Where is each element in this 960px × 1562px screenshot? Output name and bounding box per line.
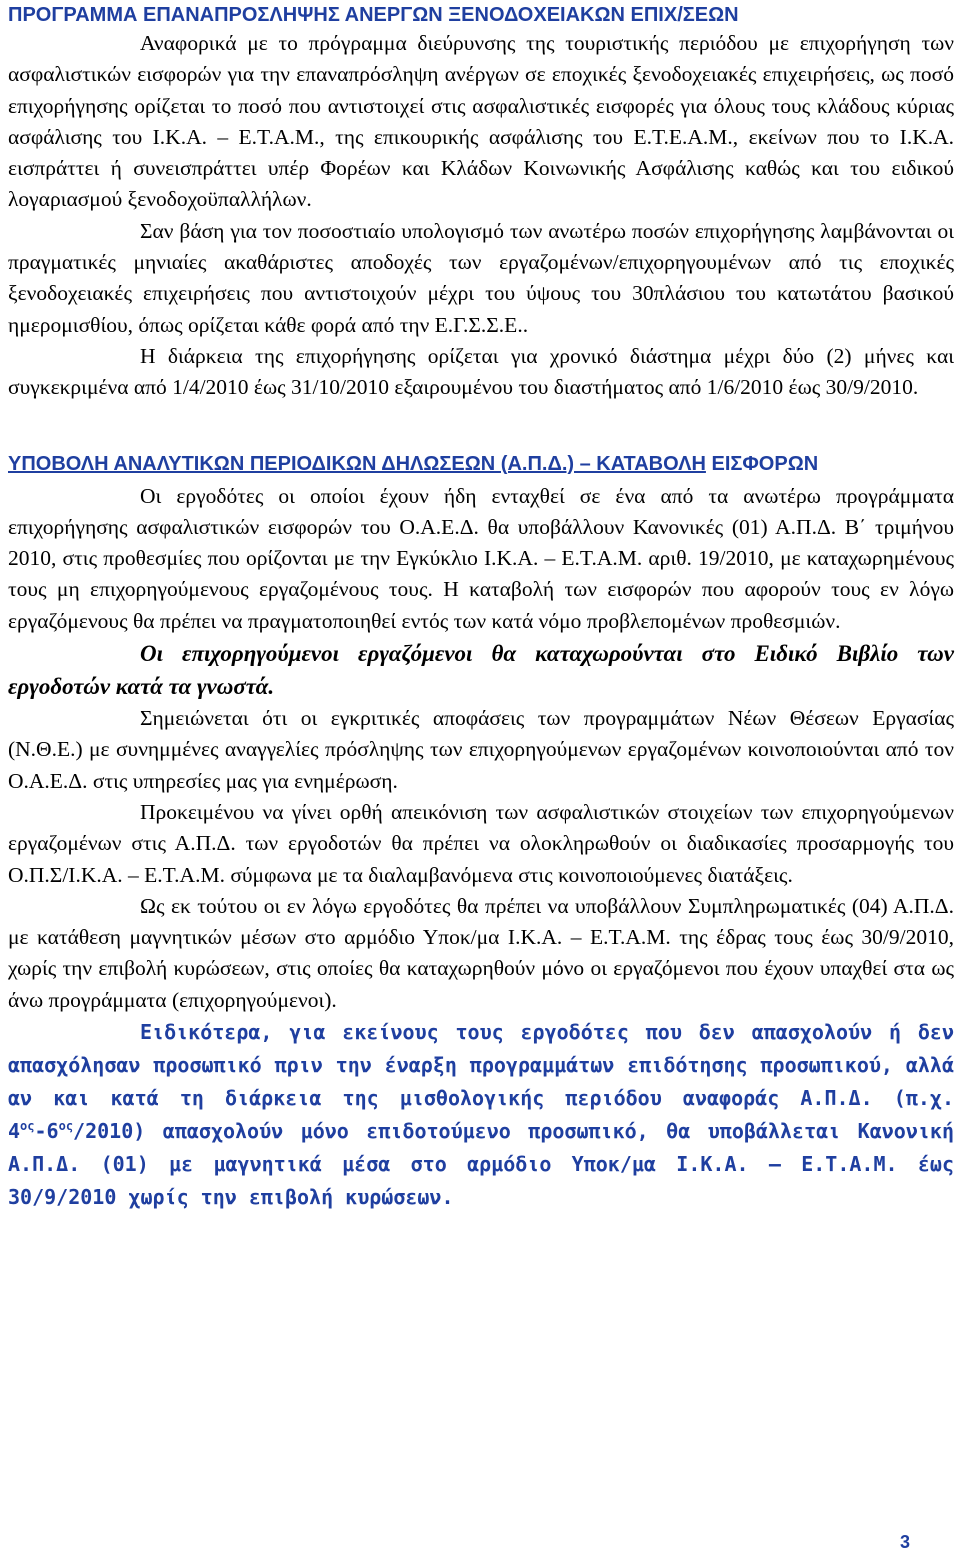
program-heading: ΠΡΟΓΡΑΜΜΑ ΕΠΑΝΑΠΡΟΣΛΗΨΗΣ ΑΝΕΡΓΩΝ ΞΕΝΟΔΟΧΕΙΑΚΩΝ ΕΠΙΧ/ΣΕΩΝ (8, 4, 739, 26)
bold-notice-sup1: ος (20, 1119, 35, 1134)
bold-notice-part2: -6 (34, 1119, 59, 1144)
paragraph-correct-representation: Προκειμένου να γίνει ορθή απεικόνιση των ασφαλιστικών στοιχείων των επιχορηγούμενων εργαζομένων στις Α.Π.Δ. των εργοδοτών θα πρέπει να ολοκληρωθούν οι διαδικασίες προσαρμογής του Ο.Π.Σ/Ι.Κ.Α. – Ε.Τ.Α.Μ. σύμφωνα με τα διαλαμβανόμενα στις κοινοποιούμενες διατάξεις. (8, 799, 954, 887)
page-number: 3 (899, 1532, 910, 1552)
paragraph-approval-decisions: Σημειώνεται ότι οι εγκριτικές αποφάσεις των προγραμμάτων Νέων Θέσεων Εργασίας (Ν.Θ.Ε.) με συνημμένες αναγγελίες πρόσληψης των επιχορηγούμενων εργαζομένων κοινοποιούνται από τον Ο.Α.Ε.Δ. στις υπηρεσίες μας για ενημέρωση. (8, 706, 954, 793)
paragraph-supplementary-submission: Ως εκ τούτου οι εν λόγω εργοδότες θα πρέπει να υποβάλλουν Συμπληρωματικές (04) Α.Π.Δ. με κατάθεση μαγνητικών μέσων στο αρμόδιο Υποκ/μα Ι.Κ.Α. – Ε.Τ.Α.Μ. της έδρας τους έως 30/9/2010, χωρίς την επιβολή κυρώσεων, στις οποίες θα καταχωρηθούν μόνο οι εργαζόμενοι που έχουν υπαχθεί στα ως άνω προγράμματα (επιχορηγούμενοι). (8, 893, 954, 1012)
section-heading-rest: ΕΙΣΦΟΡΩΝ (711, 452, 819, 475)
italic-notice: Οι επιχορηγούμενοι εργαζόμενοι θα καταχωρούνται στο Ειδικό Βιβλίο των εργοδοτών κατά τα γνωστά. (8, 641, 954, 700)
paragraph-subsidy-duration: Η διάρκεια της επιχορήγησης ορίζεται για χρονικό διάστημα μέχρι δύο (2) μήνες και συγκεκριμένα από 1/4/2010 έως 31/10/2010 εξαιρουμένου του διαστήματος από 1/6/2010 έως 30/9/2010. (8, 343, 954, 400)
document-page (8, 0, 954, 1214)
section-heading (8, 450, 954, 479)
bold-notice (8, 1016, 954, 1214)
bold-notice-part3: /2010) απασχολούν μόνο επιδοτούμενο προσωπικό, θα υποβάλλεται Κανονική Α.Π.Δ. (01) με μαγνητικά μέσα στο αρμόδιο Υποκ/μα Ι.Κ.Α. – Ε.Τ.Α.Μ. έως 30/9/2010 χωρίς την επιβολή κυρώσεων. (8, 1119, 954, 1210)
paragraph-subsidy-scope: Αναφορικά με το πρόγραμμα διεύρυνσης της τουριστικής περιόδου με επιχορήγηση των ασφαλιστικών εισφορών για την επαναπρόσληψη ανέργων σε εποχικές ξενοδοχειακές επιχειρήσεις, ως ποσό επιχορήγησης ορίζεται το ποσό που αντιστοιχεί στις ασφαλιστικές εισφορές για όλους τους κλάδους κύριας ασφάλισης του Ι.Κ.Α. – Ε.Τ.Α.Μ., της επικουρικής ασφάλισης του Ε.Τ.Ε.Α.Μ., εκείνων που το Ι.Κ.Α. εισπράττει ή συνεισπράττει υπέρ Φορέων και Κλάδων Κοινωνικής Ασφάλισης καθώς και του ειδικού λογαριασμού ξενοδοχοϋπαλλήλων. (8, 31, 954, 212)
bold-notice-part1: Ειδικότερα, για εκείνους τους εργοδότες που δεν απασχολούν ή δεν απασχόλησαν προσωπικό πριν την έναρξη προγραμμάτων επιδότησης προσωπικού, αλλά αν και κατά τη διάρκεια της μισθολογικής περιόδου αναφοράς Α.Π.Δ. (π.χ. 4 (8, 1020, 954, 1144)
paragraph-calculation-basis: Σαν βάση για τον ποσοστιαίο υπολογισμό των ανωτέρω ποσών επιχορήγησης λαμβάνονται οι πραγματικές μηνιαίες ακαθάριστες αποδοχές των εργαζομένων/επιχορηγουμένων από τις εποχικές ξενοδοχειακές επιχειρήσεις που αντιστοιχούν μέχρι του ύψους του 30πλάσιου του κατωτάτου βασικού ημερομισθίου, όπως ορίζεται κάθε φορά από την Ε.Γ.Σ.Σ.Ε.. (8, 218, 954, 337)
section-heading-underlined: ΥΠΟΒΟΛΗ ΑΝΑΛΥΤΙΚΩΝ ΠΕΡΙΟΔΙΚΩΝ ΔΗΛΩΣΕΩΝ (Α.Π.Δ.) – ΚΑΤΑΒΟΛΗ (8, 452, 706, 475)
bold-notice-sup2: ος (58, 1119, 74, 1134)
paragraph-employers-submission: Οι εργοδότες οι οποίοι έχουν ήδη ενταχθεί σε ένα από τα ανωτέρω προγράμματα επιχορήγησης ασφαλιστικών εισφορών του Ο.Α.Ε.Δ. θα υποβάλλουν Κανονικές (01) Α.Π.Δ. Β΄ τριμήνου 2010, στις προθεσμίες που ορίζονται με την Εγκύκλιο Ι.Κ.Α. – Ε.Τ.Α.Μ. αριθ. 19/2010, με καταχωρημένους τους μη επιχορηγούμενους εργαζομένους τους. Η καταβολή των εισφορών που αφορούν τους εν λόγω εργαζόμενους θα πρέπει να πραγματοποιηθεί εντός των κατά νόμο προβλεπομένων προθεσμιών. (8, 483, 954, 633)
